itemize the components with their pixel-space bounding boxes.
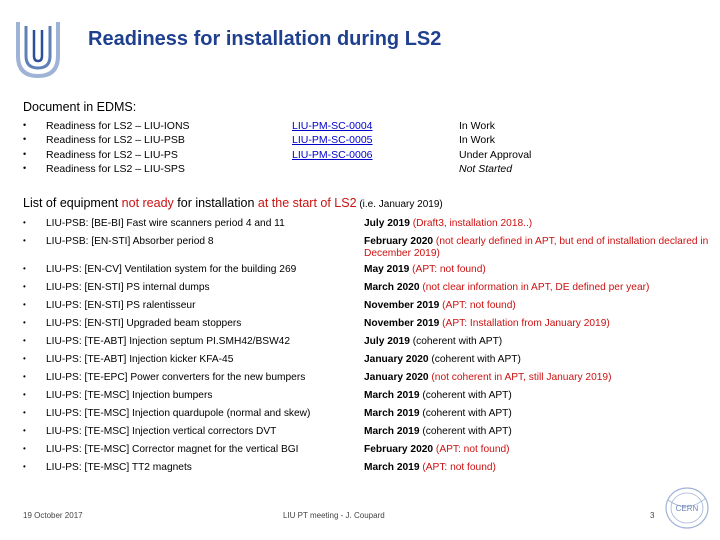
bullet-icon: • — [23, 390, 26, 399]
equipment-name: LIU-PS: [TE-MSC] Injection bumpers — [46, 390, 213, 401]
date-value: January 2020 — [364, 354, 429, 365]
doc-code-link[interactable]: LIU-PM-SC-0006 — [292, 148, 373, 161]
readiness-date — [364, 218, 709, 230]
date-note: (APT: not found) — [433, 444, 510, 455]
date-value: March 2019 — [364, 390, 420, 401]
equipment-name: LIU-PS: [EN-STI] PS internal dumps — [46, 282, 210, 293]
readiness-date — [364, 236, 709, 260]
date-note: (coherent with APT) — [419, 390, 512, 401]
date-note: (coherent with APT) — [419, 426, 512, 437]
equipment-name: LIU-PSB: [EN-STI] Absorber period 8 — [46, 236, 214, 247]
date-value: July 2019 — [364, 336, 410, 347]
readiness-date — [364, 462, 709, 474]
date-value: July 2019 — [364, 218, 410, 229]
title-part-highlight: not ready — [121, 196, 174, 210]
bullet-icon: • — [23, 282, 26, 291]
date-value: November 2019 — [364, 318, 440, 329]
equipment-name: LIU-PS: [TE-ABT] Injection kicker KFA-45 — [46, 354, 234, 365]
title-part: for installation — [173, 196, 258, 210]
date-value: January 2020 — [364, 372, 429, 383]
readiness-date — [364, 300, 709, 312]
equipment-name: LIU-PS: [TE-MSC] Injection vertical correctors DVT — [46, 426, 277, 437]
bullet-icon: • — [23, 336, 26, 345]
date-note: (APT: not found) — [409, 264, 486, 275]
date-value: May 2019 — [364, 264, 410, 275]
equipment-name: LIU-PS: [TE-EPC] Power converters for the new bumpers — [46, 372, 306, 383]
date-note: (APT: not found) — [439, 300, 516, 311]
readiness-date — [364, 354, 709, 366]
equipment-name: LIU-PS: [EN-STI] Upgraded beam stoppers — [46, 318, 242, 329]
slide-title: Readiness for installation during LS2 — [88, 28, 442, 50]
equipment-section-title — [23, 196, 443, 210]
date-note: (not clear information in APT, DE defined per year) — [419, 282, 650, 293]
title-part-note: (i.e. January 2019) — [356, 199, 443, 210]
doc-name: Readiness for LS2 – LIU-SPS — [46, 162, 185, 175]
footer-date: 19 October 2017 — [23, 511, 83, 520]
doc-status: Under Approval — [459, 148, 532, 161]
date-value: March 2019 — [364, 426, 420, 437]
title-part: List of equipment — [23, 196, 122, 210]
readiness-date — [364, 318, 709, 330]
readiness-date — [364, 390, 709, 402]
date-note: (not coherent in APT, still January 2019) — [428, 372, 612, 383]
equipment-name: LIU-PS: [TE-MSC] TT2 magnets — [46, 462, 192, 473]
footer-meeting: LIU PT meeting - J. Coupard — [283, 511, 385, 520]
page-number: 3 — [650, 511, 655, 520]
equipment-name: LIU-PS: [EN-CV] Ventilation system for the building 269 — [46, 264, 297, 275]
bullet-icon: • — [23, 148, 27, 159]
bullet-icon: • — [23, 354, 26, 363]
date-note: (Draft3, installation 2018..) — [409, 218, 533, 229]
bullet-icon: • — [23, 162, 27, 173]
equipment-name: LIU-PSB: [BE-BI] Fast wire scanners period 4 and 11 — [46, 218, 285, 229]
readiness-date — [364, 336, 709, 348]
bullet-icon: • — [23, 372, 26, 381]
date-note: (APT: Installation from January 2019) — [439, 318, 610, 329]
doc-status: Not Started — [459, 162, 513, 175]
title-part-highlight: at the start of LS2 — [257, 196, 357, 210]
date-value: November 2019 — [364, 300, 440, 311]
date-note: (APT: not found) — [419, 462, 496, 473]
doc-name: Readiness for LS2 – LIU-PS — [46, 148, 178, 161]
equipment-name: LIU-PS: [TE-MSC] Injection quardupole (normal and skew) — [46, 408, 311, 419]
bullet-icon: • — [23, 134, 27, 145]
bullet-icon: • — [23, 408, 26, 417]
date-note: (coherent with APT) — [428, 354, 521, 365]
readiness-date — [364, 264, 709, 276]
doc-status: In Work — [459, 134, 495, 147]
edms-section-title: Document in EDMS: — [23, 100, 137, 114]
doc-status: In Work — [459, 120, 495, 132]
equipment-name: LIU-PS: [TE-MSC] Corrector magnet for the vertical BGI — [46, 444, 299, 455]
bullet-icon: • — [23, 236, 26, 245]
date-value: March 2019 — [364, 462, 420, 473]
readiness-date — [364, 426, 709, 438]
doc-code-link[interactable]: LIU-PM-SC-0005 — [292, 134, 373, 147]
bullet-icon: • — [23, 218, 26, 227]
bullet-icon: • — [23, 264, 26, 273]
doc-code-link[interactable]: LIU-PM-SC-0004 — [292, 120, 373, 132]
date-value: March 2019 — [364, 408, 420, 419]
bullet-icon: • — [23, 462, 26, 471]
bullet-icon: • — [23, 444, 26, 453]
readiness-date — [364, 408, 709, 420]
equipment-name: LIU-PS: [EN-STI] PS ralentisseur — [46, 300, 196, 311]
readiness-date — [364, 444, 709, 456]
bullet-icon: • — [23, 426, 26, 435]
readiness-date — [364, 372, 709, 384]
date-note: (coherent with APT) — [409, 336, 503, 347]
doc-name: Readiness for LS2 – LIU-IONS — [46, 120, 190, 132]
date-note: (coherent with APT) — [419, 408, 512, 419]
cern-logo-text: CERN — [675, 504, 699, 513]
liu-logo-icon — [12, 18, 64, 82]
bullet-icon: • — [23, 300, 26, 309]
date-value: February 2020 — [364, 444, 434, 455]
date-note: (not clearly defined in APT, but end of installation declared in December 2019) — [364, 236, 709, 259]
readiness-date — [364, 282, 709, 294]
bullet-icon: • — [23, 120, 27, 130]
date-value: March 2020 — [364, 282, 420, 293]
equipment-name: LIU-PS: [TE-ABT] Injection septum PI.SMH42/BSW42 — [46, 336, 291, 347]
date-value: February 2020 — [364, 236, 434, 247]
cern-logo-icon — [662, 484, 712, 532]
bullet-icon: • — [23, 318, 26, 327]
doc-name: Readiness for LS2 – LIU-PSB — [46, 134, 185, 147]
